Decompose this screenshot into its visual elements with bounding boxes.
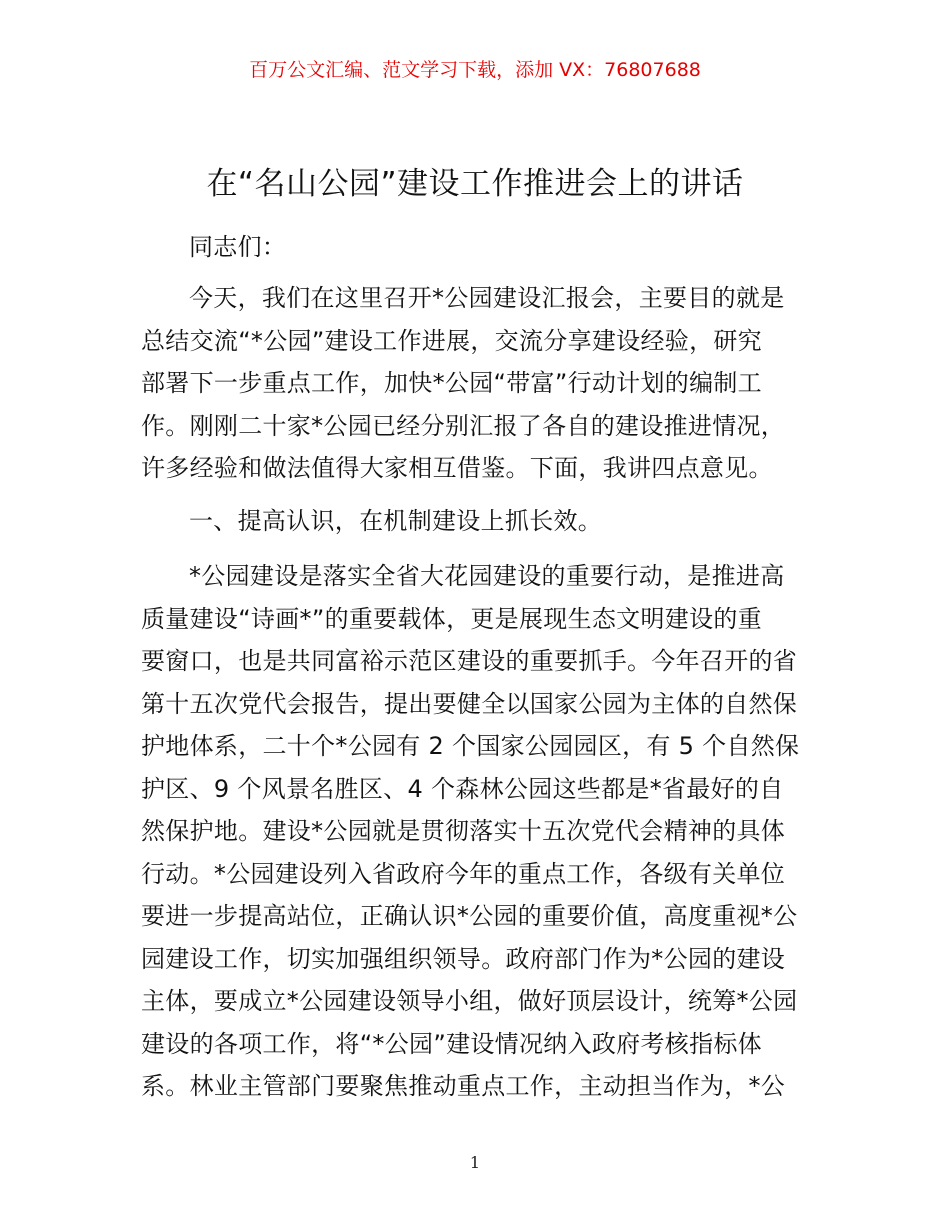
paragraph-line: 建设的各项工作，将“*公园”建设情况纳入政府考核指标体 — [141, 1029, 762, 1058]
paragraph-line: 系。林业主管部门要聚焦推动重点工作，主动担当作为，*公 — [141, 1072, 786, 1100]
paragraph-line: 总结交流“*公园”建设工作进展，交流分享建设经验，研究 — [141, 326, 762, 355]
paragraph-line: 园建设工作，切实加强组织领导。政府部门作为*公园的建设 — [141, 944, 786, 973]
paragraph-1 — [141, 277, 813, 490]
paragraph-line: 护地体系，二十个*公园有 2 个国家公园园区，有 5 个自然保 — [141, 732, 800, 760]
paragraph-line: 行动。*公园建设列入省政府今年的重点工作，各级有关单位 — [141, 859, 786, 888]
paragraph-line: 许多经验和做法值得大家相互借鉴。下面，我讲四点意见。 — [141, 454, 773, 482]
paragraph-line: 要窗口，也是共同富裕示范区建设的重要抓手。今年召开的省 — [141, 647, 798, 675]
paragraph-line: 然保护地。建设*公园就是贯彻落实十五次党代会精神的具体 — [141, 817, 786, 845]
document-title: 在“名山公园”建设工作推进会上的讲话 — [206, 166, 744, 202]
paragraph-line: 第十五次党代会报告，提出要健全以国家公园为主体的自然保 — [141, 689, 798, 718]
section-heading-line: 一、提高认识，在机制建设上抓长效。 — [189, 507, 603, 535]
salutation — [141, 226, 813, 269]
paragraph-line: 作。刚刚二十家*公园已经分别汇报了各自的建设推进情况， — [141, 411, 786, 440]
paragraph-line: 要进一步提高站位，正确认识*公园的重要价值，高度重视*公 — [141, 902, 798, 930]
paragraph-line: 质量建设“诗画*”的重要载体，更是展现生态文明建设的重 — [141, 604, 762, 633]
header-watermark-text: 百万公文汇编、范文学习下载，添加 VX：76807688 — [249, 59, 701, 81]
paragraph-line: *公园建设是落实全省大花园建设的重要行动，是推进高 — [189, 562, 785, 590]
paragraph-2 — [141, 555, 813, 1108]
paragraph-line: 今天，我们在这里召开*公园建设汇报会，主要目的就是 — [189, 284, 785, 312]
paragraph-line: 部署下一步重点工作，加快*公园“带富”行动计划的编制工 — [141, 369, 762, 397]
salutation-line: 同志们： — [189, 233, 287, 261]
section-1-heading — [141, 500, 813, 543]
paragraph-line: 护区、9 个风景名胜区、4 个森林公园这些都是*省最好的自 — [141, 774, 784, 803]
paragraph-line: 主体，要成立*公园建设领导小组，做好顶层设计，统筹*公园 — [141, 987, 798, 1015]
page-number: 1 — [469, 1153, 481, 1172]
